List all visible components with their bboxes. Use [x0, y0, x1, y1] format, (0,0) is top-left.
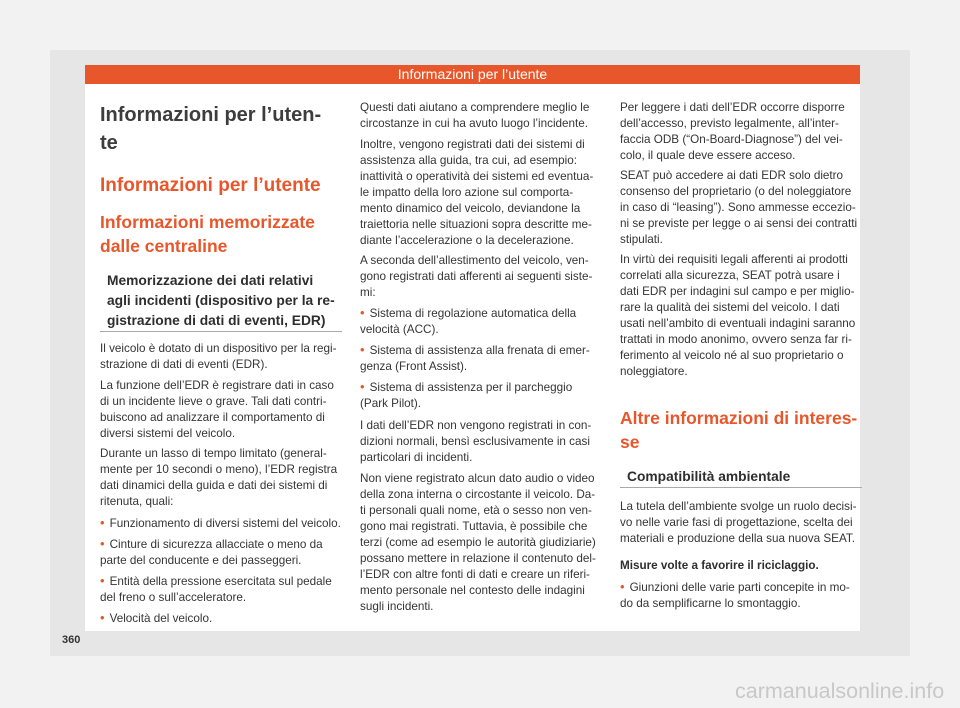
- body-paragraph: Inoltre, vengono registrati dati dei sistemi di assistenza alla guida, tra cui, ad esempio: inattività o operatività dei sistemi ed eventua- le impatto della loro azione sul comporta- mento dinamico del veicolo, deviandone la traiettoria nelle situazioni sopra descritte me- diante l’accelerazione o la decelerazione.: [360, 138, 594, 247]
- bullet-item: [620, 579, 862, 612]
- body-paragraph: Il veicolo è dotato di un dispositivo per la regi- strazione di dati di eventi (EDR).: [100, 342, 337, 371]
- bullet-text: Sistema di assistenza per il parcheggio (Park Pilot).: [360, 381, 573, 410]
- bullet-icon: [360, 307, 370, 320]
- body-paragraph: Non viene registrato alcun dato audio o video della zona interna o circostante il veicolo. Da- ti personali quali nome, età o sesso non ven- gono mai registrati. Tuttavia, è possibile che terzi (come ad esempio le autorità giudiziarie) possano mettere in relazione il contenuto del- l’EDR con altre fonti di dati e creare un riferi- mento personale nel contesto delle indagini sugli incidenti.: [360, 472, 596, 613]
- bullet-item: [100, 515, 342, 532]
- body-paragraph: In virtù dei requisiti legali afferenti ai prodotti correlati alla sicurezza, SEAT potrà usare i dati EDR per indagini sul campo e per miglio- rare la qualità dei sistemi del veicolo. I dati usati nell’ambito di eventuali indagini saranno trattati in modo anonimo, ovvero senza far ri- ferimento al veicolo né al suo proprietario o noleggiatore.: [620, 253, 856, 378]
- watermark: carmanualsonline.info: [735, 679, 945, 703]
- bullet-item: [100, 573, 342, 606]
- page-number: 360: [62, 634, 81, 646]
- column-2: [360, 100, 602, 615]
- header-bar: [85, 65, 860, 84]
- body-paragraph: A seconda dell’allestimento del veicolo, ven- gono registrati dati afferenti ai seguenti siste- mi:: [360, 254, 593, 299]
- header-title: Informazioni per l’utente: [397, 66, 548, 82]
- section-heading: Altre informazioni di interes- se: [620, 408, 858, 452]
- topic-heading: Memorizzazione dei dati relativi agli incidenti (dispositivo per la re- gistrazione di dati di eventi, EDR): [100, 271, 342, 332]
- body-paragraph: SEAT può accedere ai dati EDR solo dietro consenso del proprietario (o del noleggiatore in caso di “leasing”). Sono ammesse eccezio- ni se previste per legge o ai sensi dei contratti stipulati.: [620, 169, 858, 246]
- page-title: Informazioni per l’uten- te: [100, 104, 322, 154]
- topic-heading: Compatibilità ambientale: [620, 467, 862, 488]
- bullet-item: [360, 305, 602, 338]
- bullet-item: [100, 536, 342, 569]
- body-paragraph: Per leggere i dati dell’EDR occorre disporre dell’accesso, previsto legalmente, all’inter- faccia ODB (“On-Board-Diagnose”) del vei- colo, il quale deve essere acceso.: [620, 101, 845, 162]
- body-paragraph: I dati dell’EDR non vengono registrati in con- dizioni normali, bensì esclusivamente in casi particolari di incidenti.: [360, 419, 592, 464]
- bullet-item: [360, 342, 602, 375]
- body-paragraph: La funzione dell’EDR è registrare dati in caso di un incidente lieve o grave. Tali dati contri- buiscono ad analizzare il comportamento di diversi sistemi del veicolo.: [100, 378, 334, 440]
- bullet-item: [360, 379, 602, 412]
- subsection-heading: Informazioni memorizzate dalle centraline: [100, 212, 315, 256]
- column-1: [100, 101, 342, 627]
- bullet-text: Sistema di assistenza alla frenata di emer- genza (Front Assist).: [360, 344, 590, 373]
- body-paragraph: Questi dati aiutano a comprendere meglio le circostanze in cui ha avuto luogo l’incidente.: [360, 101, 590, 130]
- bullet-icon: [100, 517, 110, 530]
- bullet-icon: [360, 344, 370, 357]
- column-3: [620, 100, 862, 612]
- bullet-icon: [100, 612, 110, 625]
- bullet-text: Cinture di sicurezza allacciate o meno da parte del conducente e dei passeggeri.: [100, 538, 323, 567]
- bullet-text: Giunzioni delle varie parti concepite in mo- do da semplificarne lo smontaggio.: [620, 581, 850, 610]
- bullet-text: Sistema di regolazione automatica della velocità (ACC).: [360, 307, 577, 336]
- body-paragraph: Durante un lasso di tempo limitato (general- mente per 10 secondi o meno), l’EDR registra dati dinamici della guida e dati dei sistemi di ritenuta, quali:: [100, 447, 338, 508]
- bullet-text: Entità della pressione esercitata sul pedale del freno o sull’acceleratore.: [100, 575, 332, 604]
- emphasis-line: Misure volte a favorire il riciclaggio.: [620, 559, 819, 572]
- body-paragraph: La tutela dell’ambiente svolge un ruolo decisi- vo nelle varie fasi di progettazione, scelta dei materiali e produzione della sua nuova SEAT.: [620, 500, 857, 545]
- bullet-icon: [100, 538, 110, 551]
- bullet-icon: [360, 381, 370, 394]
- bullet-item: [100, 610, 342, 627]
- bullet-text: Funzionamento di diversi sistemi del veicolo.: [109, 517, 341, 530]
- bullet-icon: [620, 581, 630, 594]
- bullet-icon: [100, 575, 110, 588]
- bullet-text: Velocità del veicolo.: [109, 612, 213, 625]
- section-heading: Informazioni per l’utente: [100, 175, 321, 196]
